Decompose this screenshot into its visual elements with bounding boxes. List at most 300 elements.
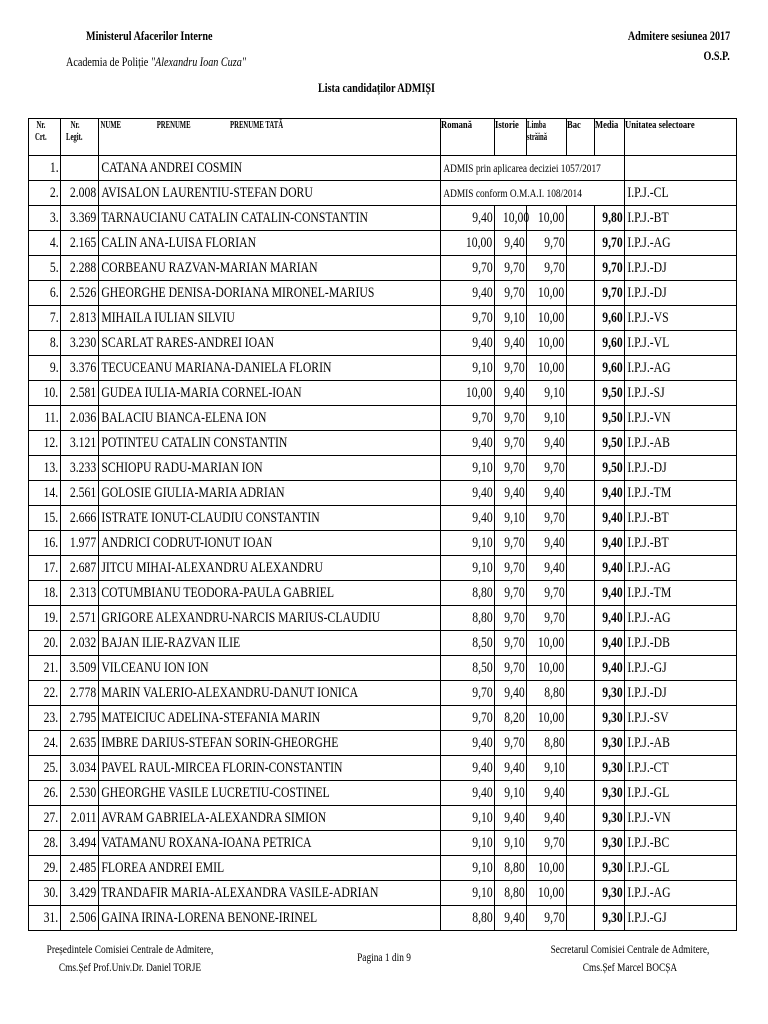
table-row bbox=[29, 206, 737, 231]
row-nr-crt: 20. bbox=[29, 631, 61, 656]
row-nr-legit: 2.778 bbox=[61, 681, 99, 706]
row-nr-legit: 2.526 bbox=[61, 281, 99, 306]
row-romana: 8,80 bbox=[441, 906, 495, 931]
row-media: 9,40 bbox=[595, 581, 625, 606]
row-istorie: 9,70 bbox=[495, 531, 527, 556]
row-limba-straina: 9,10 bbox=[527, 406, 567, 431]
row-nr-legit: 2.581 bbox=[61, 381, 99, 406]
row-name: CALIN ANA-LUISA FLORIAN bbox=[99, 231, 441, 256]
row-nr-crt: 31. bbox=[29, 906, 61, 931]
row-name: ISTRATE IONUT-CLAUDIU CONSTANTIN bbox=[99, 506, 441, 531]
table-row bbox=[29, 481, 737, 506]
row-bac bbox=[567, 781, 595, 806]
row-media: 9,30 bbox=[595, 756, 625, 781]
row-media: 9,60 bbox=[595, 331, 625, 356]
row-limba-straina: 9,40 bbox=[527, 781, 567, 806]
row-romana: 9,10 bbox=[441, 356, 495, 381]
row-limba-straina: 9,40 bbox=[527, 431, 567, 456]
row-media: 9,30 bbox=[595, 906, 625, 931]
row-bac bbox=[567, 831, 595, 856]
row-nr-crt: 22. bbox=[29, 681, 61, 706]
col-unitatea: Unitatea selectoare bbox=[625, 119, 737, 156]
row-romana: 8,80 bbox=[441, 581, 495, 606]
president-title: Președintele Comisiei Centrale de Admitere, bbox=[46, 942, 214, 956]
row-limba-straina: 9,40 bbox=[527, 531, 567, 556]
row-name: VILCEANU ION ION bbox=[99, 656, 441, 681]
row-media: 9,80 bbox=[595, 206, 625, 231]
row-bac bbox=[567, 431, 595, 456]
row-limba-straina: 8,80 bbox=[527, 731, 567, 756]
row-unitatea: I.P.J.-VL bbox=[625, 331, 737, 356]
row-media: 9,30 bbox=[595, 706, 625, 731]
row-unitatea: I.P.J.-AG bbox=[625, 356, 737, 381]
row-romana: 9,40 bbox=[441, 756, 495, 781]
row-bac bbox=[567, 606, 595, 631]
row-istorie: 9,70 bbox=[495, 356, 527, 381]
row-nr-legit: 3.509 bbox=[61, 656, 99, 681]
table-row bbox=[29, 681, 737, 706]
row-bac bbox=[567, 231, 595, 256]
row-bac bbox=[567, 731, 595, 756]
row-name: SCARLAT RARES-ANDREI IOAN bbox=[99, 331, 441, 356]
row-unitatea: I.P.J.-SJ bbox=[625, 381, 737, 406]
col-bac: Bac bbox=[567, 119, 595, 156]
session-label: Admitere sesiunea 2017 bbox=[627, 28, 730, 43]
table-row bbox=[29, 581, 737, 606]
table-row bbox=[29, 256, 737, 281]
row-media: 9,50 bbox=[595, 381, 625, 406]
row-unitatea: I.P.J.-TM bbox=[625, 581, 737, 606]
table-row bbox=[29, 356, 737, 381]
row-nr-crt: 29. bbox=[29, 856, 61, 881]
row-nr-crt: 11. bbox=[29, 406, 61, 431]
table-row bbox=[29, 331, 737, 356]
table-row bbox=[29, 606, 737, 631]
row-name: IMBRE DARIUS-STEFAN SORIN-GHEORGHE bbox=[99, 731, 441, 756]
row-nr-crt: 17. bbox=[29, 556, 61, 581]
row-limba-straina: 10,00 bbox=[527, 631, 567, 656]
row-istorie: 9,70 bbox=[495, 431, 527, 456]
row-romana: 8,80 bbox=[441, 606, 495, 631]
row-istorie: 9,70 bbox=[495, 456, 527, 481]
row-unitatea: I.P.J.-GJ bbox=[625, 656, 737, 681]
row-name: JITCU MIHAI-ALEXANDRU ALEXANDRU bbox=[99, 556, 441, 581]
row-name: BALACIU BIANCA-ELENA ION bbox=[99, 406, 441, 431]
row-nr-legit: 2.008 bbox=[61, 181, 99, 206]
row-nr-crt: 14. bbox=[29, 481, 61, 506]
row-istorie: 9,40 bbox=[495, 681, 527, 706]
row-nr-legit bbox=[61, 156, 99, 181]
row-name: TARNAUCIANU CATALIN CATALIN-CONSTANTIN bbox=[99, 206, 441, 231]
row-romana: 10,00 bbox=[441, 231, 495, 256]
row-romana: 9,70 bbox=[441, 306, 495, 331]
row-romana: 9,40 bbox=[441, 431, 495, 456]
row-name: TRANDAFIR MARIA-ALEXANDRA VASILE-ADRIAN bbox=[99, 881, 441, 906]
row-unitatea: I.P.J.-DJ bbox=[625, 456, 737, 481]
row-name: GRIGORE ALEXANDRU-NARCIS MARIUS-CLAUDIU bbox=[99, 606, 441, 631]
col-media: Media bbox=[595, 119, 625, 156]
row-bac bbox=[567, 706, 595, 731]
row-name: BAJAN ILIE-RAZVAN ILIE bbox=[99, 631, 441, 656]
row-romana: 8,50 bbox=[441, 656, 495, 681]
row-name: AVRAM GABRIELA-ALEXANDRA SIMION bbox=[99, 806, 441, 831]
row-media: 9,40 bbox=[595, 556, 625, 581]
table-row bbox=[29, 806, 737, 831]
row-media: 9,40 bbox=[595, 656, 625, 681]
row-istorie: 9,70 bbox=[495, 406, 527, 431]
row-limba-straina: 9,70 bbox=[527, 231, 567, 256]
row-media: 9,40 bbox=[595, 481, 625, 506]
row-romana: 9,10 bbox=[441, 531, 495, 556]
row-nr-crt: 21. bbox=[29, 656, 61, 681]
row-nr-legit: 3.121 bbox=[61, 431, 99, 456]
row-nr-crt: 16. bbox=[29, 531, 61, 556]
row-nr-crt: 12. bbox=[29, 431, 61, 456]
table-row bbox=[29, 306, 737, 331]
row-romana: 9,10 bbox=[441, 806, 495, 831]
row-limba-straina: 9,40 bbox=[527, 556, 567, 581]
row-romana: 9,10 bbox=[441, 856, 495, 881]
row-unitatea: I.P.J.-AB bbox=[625, 431, 737, 456]
row-nr-legit: 3.494 bbox=[61, 831, 99, 856]
row-limba-straina: 9,40 bbox=[527, 806, 567, 831]
col-istorie: Istorie bbox=[495, 119, 527, 156]
row-media: 9,60 bbox=[595, 306, 625, 331]
row-media: 9,70 bbox=[595, 231, 625, 256]
col-nr-legit: Nr. Legit. bbox=[61, 119, 99, 156]
row-name: FLOREA ANDREI EMIL bbox=[99, 856, 441, 881]
row-name: CATANA ANDREI COSMIN bbox=[99, 156, 441, 181]
row-nr-legit: 1.977 bbox=[61, 531, 99, 556]
row-unitatea: I.P.J.-GJ bbox=[625, 906, 737, 931]
row-bac bbox=[567, 656, 595, 681]
row-romana: 9,40 bbox=[441, 506, 495, 531]
row-nr-crt: 28. bbox=[29, 831, 61, 856]
row-romana: 9,40 bbox=[441, 731, 495, 756]
table-row bbox=[29, 181, 737, 206]
row-unitatea: I.P.J.-BT bbox=[625, 531, 737, 556]
row-nr-legit: 3.369 bbox=[61, 206, 99, 231]
row-media: 9,30 bbox=[595, 781, 625, 806]
row-unitatea: I.P.J.-SV bbox=[625, 706, 737, 731]
row-name: TECUCEANU MARIANA-DANIELA FLORIN bbox=[99, 356, 441, 381]
row-unitatea: I.P.J.-AG bbox=[625, 606, 737, 631]
row-bac bbox=[567, 856, 595, 881]
row-nr-legit: 2.313 bbox=[61, 581, 99, 606]
row-nr-crt: 10. bbox=[29, 381, 61, 406]
row-nr-legit: 2.635 bbox=[61, 731, 99, 756]
row-media: 9,30 bbox=[595, 881, 625, 906]
row-nr-legit: 3.230 bbox=[61, 331, 99, 356]
row-nr-legit: 2.036 bbox=[61, 406, 99, 431]
row-nr-legit: 2.032 bbox=[61, 631, 99, 656]
row-media: 9,30 bbox=[595, 681, 625, 706]
row-media: 9,40 bbox=[595, 531, 625, 556]
col-name: NUME PRENUME PRENUME TATĂ bbox=[99, 119, 441, 156]
row-nr-legit: 3.429 bbox=[61, 881, 99, 906]
table-row bbox=[29, 906, 737, 931]
table-row bbox=[29, 506, 737, 531]
row-bac bbox=[567, 306, 595, 331]
row-limba-straina: 9,40 bbox=[527, 481, 567, 506]
table-row bbox=[29, 556, 737, 581]
row-bac bbox=[567, 531, 595, 556]
row-unitatea: I.P.J.-CT bbox=[625, 756, 737, 781]
row-istorie: 9,40 bbox=[495, 381, 527, 406]
row-name: POTINTEU CATALIN CONSTANTIN bbox=[99, 431, 441, 456]
row-name: MIHAILA IULIAN SILVIU bbox=[99, 306, 441, 331]
row-limba-straina: 9,10 bbox=[527, 756, 567, 781]
row-nr-crt: 7. bbox=[29, 306, 61, 331]
row-unitatea: I.P.J.-TM bbox=[625, 481, 737, 506]
row-media: 9,60 bbox=[595, 356, 625, 381]
row-unitatea: I.P.J.-VS bbox=[625, 306, 737, 331]
academy-prefix: Academia de Poliție bbox=[66, 54, 151, 69]
row-istorie: 8,80 bbox=[495, 856, 527, 881]
table-row bbox=[29, 731, 737, 756]
row-nr-legit: 3.376 bbox=[61, 356, 99, 381]
row-nr-crt: 8. bbox=[29, 331, 61, 356]
row-unitatea: I.P.J.-BC bbox=[625, 831, 737, 856]
row-istorie: 9,70 bbox=[495, 606, 527, 631]
row-istorie: 9,70 bbox=[495, 581, 527, 606]
row-admission-note: ADMIS conform O.M.A.I. 108/2014 bbox=[441, 181, 625, 206]
row-nr-crt: 2. bbox=[29, 181, 61, 206]
row-limba-straina: 9,10 bbox=[527, 381, 567, 406]
row-unitatea: I.P.J.-VN bbox=[625, 806, 737, 831]
row-istorie: 9,10 bbox=[495, 506, 527, 531]
row-limba-straina: 9,70 bbox=[527, 581, 567, 606]
row-bac bbox=[567, 381, 595, 406]
row-unitatea: I.P.J.-DJ bbox=[625, 681, 737, 706]
row-nr-legit: 2.687 bbox=[61, 556, 99, 581]
row-istorie: 9,40 bbox=[495, 906, 527, 931]
row-romana: 9,40 bbox=[441, 781, 495, 806]
row-bac bbox=[567, 206, 595, 231]
row-istorie: 9,70 bbox=[495, 656, 527, 681]
table-row bbox=[29, 881, 737, 906]
row-nr-legit: 2.011 bbox=[61, 806, 99, 831]
row-bac bbox=[567, 906, 595, 931]
row-nr-legit: 2.561 bbox=[61, 481, 99, 506]
row-name: MARIN VALERIO-ALEXANDRU-DANUT IONICA bbox=[99, 681, 441, 706]
row-admission-note: ADMIS prin aplicarea deciziei 1057/2017 bbox=[441, 156, 625, 181]
row-bac bbox=[567, 556, 595, 581]
row-nr-legit: 2.666 bbox=[61, 506, 99, 531]
row-istorie: 9,70 bbox=[495, 556, 527, 581]
row-romana: 10,00 bbox=[441, 381, 495, 406]
row-nr-crt: 4. bbox=[29, 231, 61, 256]
row-romana: 9,10 bbox=[441, 831, 495, 856]
row-nr-legit: 2.288 bbox=[61, 256, 99, 281]
row-name: GOLOSIE GIULIA-MARIA ADRIAN bbox=[99, 481, 441, 506]
row-limba-straina: 10,00 bbox=[527, 281, 567, 306]
row-romana: 9,70 bbox=[441, 681, 495, 706]
row-limba-straina: 10,00 bbox=[527, 306, 567, 331]
row-romana: 9,40 bbox=[441, 481, 495, 506]
row-nr-crt: 1. bbox=[29, 156, 61, 181]
row-romana: 9,10 bbox=[441, 556, 495, 581]
row-unitatea: I.P.J.-GL bbox=[625, 781, 737, 806]
row-unitatea: I.P.J.-AG bbox=[625, 231, 737, 256]
row-media: 9,70 bbox=[595, 281, 625, 306]
row-name: COTUMBIANU TEODORA-PAULA GABRIEL bbox=[99, 581, 441, 606]
row-media: 9,30 bbox=[595, 831, 625, 856]
row-name: PAVEL RAUL-MIRCEA FLORIN-CONSTANTIN bbox=[99, 756, 441, 781]
row-limba-straina: 9,70 bbox=[527, 256, 567, 281]
president-name: Cms.Șef Prof.Univ.Dr. Daniel TORJE bbox=[58, 960, 202, 974]
row-media: 9,30 bbox=[595, 856, 625, 881]
row-limba-straina: 9,70 bbox=[527, 606, 567, 631]
row-istorie: 8,80 bbox=[495, 881, 527, 906]
row-bac bbox=[567, 256, 595, 281]
row-nr-crt: 13. bbox=[29, 456, 61, 481]
row-istorie: 9,70 bbox=[495, 631, 527, 656]
row-nr-legit: 2.530 bbox=[61, 781, 99, 806]
row-unitatea: I.P.J.-AG bbox=[625, 881, 737, 906]
row-name: CORBEANU RAZVAN-MARIAN MARIAN bbox=[99, 256, 441, 281]
row-media: 9,50 bbox=[595, 431, 625, 456]
row-limba-straina: 9,70 bbox=[527, 506, 567, 531]
col-nr-crt: Nr. Crt. bbox=[29, 119, 61, 156]
row-istorie: 9,40 bbox=[495, 756, 527, 781]
row-istorie: 8,20 bbox=[495, 706, 527, 731]
row-limba-straina: 8,80 bbox=[527, 681, 567, 706]
row-istorie: 9,40 bbox=[495, 806, 527, 831]
row-romana: 8,50 bbox=[441, 631, 495, 656]
row-nr-legit: 3.233 bbox=[61, 456, 99, 481]
row-media: 9,30 bbox=[595, 731, 625, 756]
row-istorie: 9,10 bbox=[495, 306, 527, 331]
row-unitatea: I.P.J.-DJ bbox=[625, 256, 737, 281]
section-code: O.S.P. bbox=[703, 48, 730, 63]
row-limba-straina: 10,00 bbox=[527, 356, 567, 381]
table-row bbox=[29, 531, 737, 556]
row-bac bbox=[567, 881, 595, 906]
row-istorie: 9,40 bbox=[495, 331, 527, 356]
row-istorie: 9,40 bbox=[495, 481, 527, 506]
row-nr-legit: 2.571 bbox=[61, 606, 99, 631]
row-limba-straina: 10,00 bbox=[527, 706, 567, 731]
row-nr-legit: 3.034 bbox=[61, 756, 99, 781]
row-nr-crt: 30. bbox=[29, 881, 61, 906]
row-media: 9,40 bbox=[595, 506, 625, 531]
row-bac bbox=[567, 581, 595, 606]
row-media: 9,50 bbox=[595, 456, 625, 481]
row-nr-crt: 19. bbox=[29, 606, 61, 631]
row-romana: 9,70 bbox=[441, 706, 495, 731]
row-bac bbox=[567, 456, 595, 481]
row-istorie: 9,10 bbox=[495, 831, 527, 856]
table-row bbox=[29, 281, 737, 306]
col-limba-straina: Limba străină bbox=[527, 119, 567, 156]
row-limba-straina: 10,00 bbox=[527, 331, 567, 356]
row-media: 9,40 bbox=[595, 631, 625, 656]
row-limba-straina: 10,00 bbox=[527, 881, 567, 906]
secretary-name: Cms.Șef Marcel BOCȘA bbox=[582, 960, 678, 974]
row-limba-straina: 10,00 bbox=[527, 656, 567, 681]
row-name: GHEORGHE DENISA-DORIANA MIRONEL-MARIUS bbox=[99, 281, 441, 306]
row-limba-straina: 9,70 bbox=[527, 456, 567, 481]
row-nr-crt: 27. bbox=[29, 806, 61, 831]
row-unitatea bbox=[625, 156, 737, 181]
row-romana: 9,40 bbox=[441, 331, 495, 356]
row-unitatea: I.P.J.-BT bbox=[625, 206, 737, 231]
row-limba-straina: 9,70 bbox=[527, 906, 567, 931]
table-row bbox=[29, 156, 737, 181]
row-bac bbox=[567, 756, 595, 781]
row-name: GAINA IRINA-LORENA BENONE-IRINEL bbox=[99, 906, 441, 931]
row-media: 9,50 bbox=[595, 406, 625, 431]
row-bac bbox=[567, 806, 595, 831]
row-nr-crt: 15. bbox=[29, 506, 61, 531]
row-bac bbox=[567, 331, 595, 356]
row-unitatea: I.P.J.-DJ bbox=[625, 281, 737, 306]
row-unitatea: I.P.J.-BT bbox=[625, 506, 737, 531]
row-istorie: 9,40 bbox=[495, 231, 527, 256]
row-romana: 9,10 bbox=[441, 456, 495, 481]
row-nr-crt: 26. bbox=[29, 781, 61, 806]
row-nr-crt: 6. bbox=[29, 281, 61, 306]
row-bac bbox=[567, 406, 595, 431]
row-nr-crt: 9. bbox=[29, 356, 61, 381]
row-unitatea: I.P.J.-VN bbox=[625, 406, 737, 431]
table-row bbox=[29, 781, 737, 806]
row-nr-crt: 3. bbox=[29, 206, 61, 231]
row-romana: 9,70 bbox=[441, 406, 495, 431]
table-row bbox=[29, 706, 737, 731]
row-name: SCHIOPU RADU-MARIAN ION bbox=[99, 456, 441, 481]
row-istorie: 9,70 bbox=[495, 281, 527, 306]
row-media: 9,70 bbox=[595, 256, 625, 281]
table-row bbox=[29, 856, 737, 881]
table-row bbox=[29, 831, 737, 856]
row-nr-crt: 18. bbox=[29, 581, 61, 606]
table-header-row bbox=[29, 119, 737, 156]
row-istorie: 10,00 bbox=[495, 206, 527, 231]
row-unitatea: I.P.J.-DB bbox=[625, 631, 737, 656]
row-istorie: 9,70 bbox=[495, 731, 527, 756]
row-bac bbox=[567, 356, 595, 381]
row-unitatea: I.P.J.-AG bbox=[625, 556, 737, 581]
row-nr-legit: 2.165 bbox=[61, 231, 99, 256]
row-media: 9,40 bbox=[595, 606, 625, 631]
row-unitatea: I.P.J.-AB bbox=[625, 731, 737, 756]
row-bac bbox=[567, 506, 595, 531]
academy-name bbox=[66, 54, 246, 70]
table-row bbox=[29, 631, 737, 656]
col-romana: Romană bbox=[441, 119, 495, 156]
row-romana: 9,40 bbox=[441, 206, 495, 231]
table-row bbox=[29, 656, 737, 681]
row-bac bbox=[567, 481, 595, 506]
row-media: 9,30 bbox=[595, 806, 625, 831]
row-limba-straina: 10,00 bbox=[527, 856, 567, 881]
academy-quoted-name: "Alexandru Ioan Cuza" bbox=[150, 54, 247, 69]
row-name: AVISALON LAURENTIU-STEFAN DORU bbox=[99, 181, 441, 206]
row-romana: 9,40 bbox=[441, 281, 495, 306]
row-nr-legit: 2.485 bbox=[61, 856, 99, 881]
row-istorie: 9,70 bbox=[495, 256, 527, 281]
row-romana: 9,70 bbox=[441, 256, 495, 281]
row-name: ANDRICI CODRUT-IONUT IOAN bbox=[99, 531, 441, 556]
row-name: VATAMANU ROXANA-IOANA PETRICA bbox=[99, 831, 441, 856]
row-nr-crt: 24. bbox=[29, 731, 61, 756]
row-unitatea: I.P.J.-CL bbox=[625, 181, 737, 206]
table-row bbox=[29, 756, 737, 781]
row-romana: 9,10 bbox=[441, 881, 495, 906]
table-row bbox=[29, 231, 737, 256]
